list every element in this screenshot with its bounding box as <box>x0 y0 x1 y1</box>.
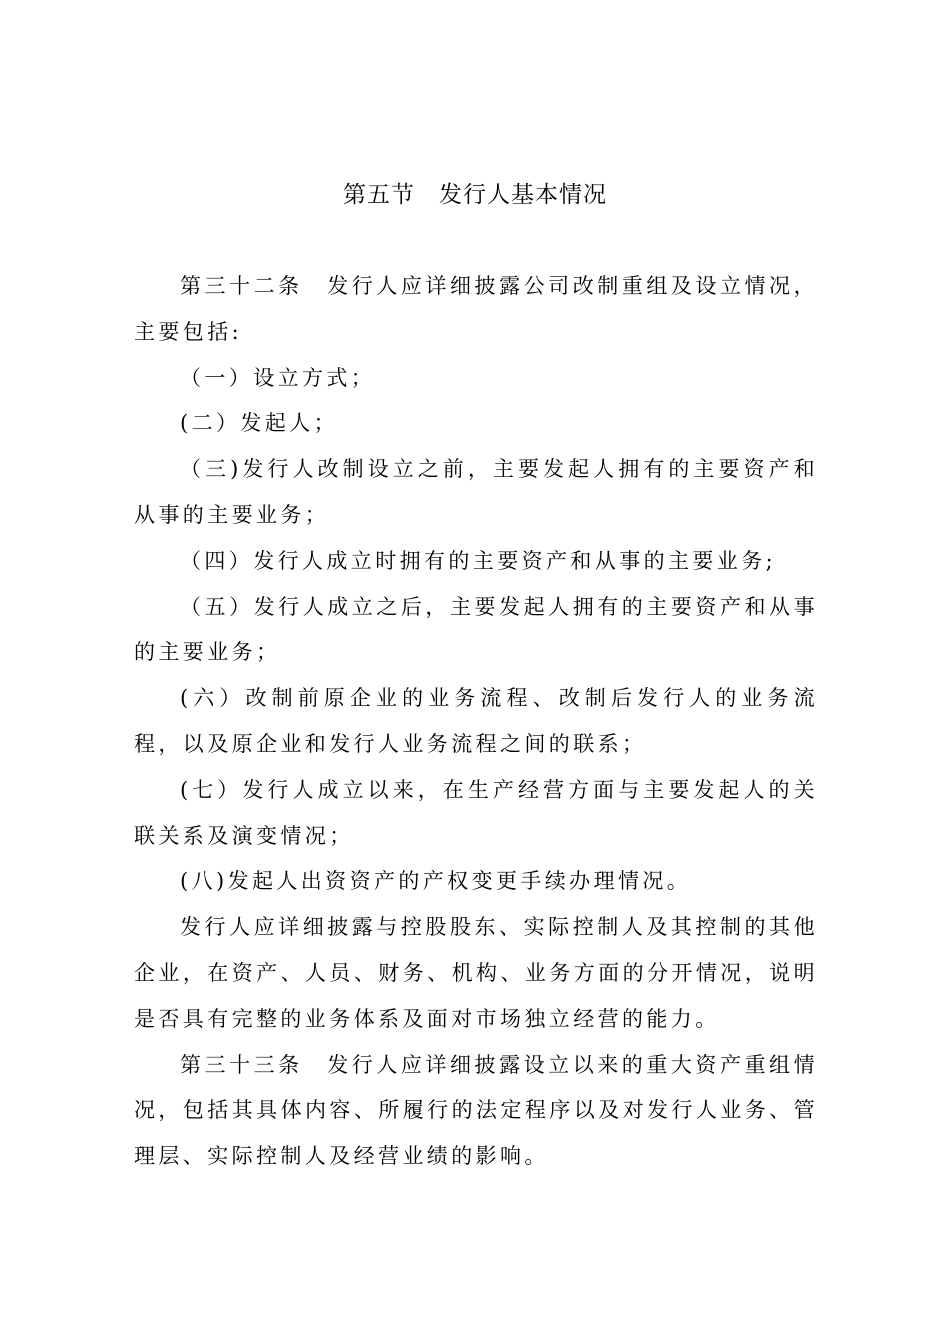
paragraph-article-32: 第三十二条 发行人应详细披露公司改制重组及设立情况，主要包括: <box>134 274 818 344</box>
paragraph-item-2: (二）发起人； <box>180 411 338 436</box>
paragraph-item-4: （四）发行人成立时拥有的主要资产和从事的主要业务; <box>180 548 777 573</box>
paragraph-article-33: 第三十三条 发行人应详细披露设立以来的重大资产重组情况，包括其具体内容、所履行的法定程序以及对发行人业务、管理层、实际控制人及经营业绩的影响。 <box>134 1052 818 1169</box>
paragraph-item-3: （三)发行人改制设立之前，主要发起人拥有的主要资产和从事的主要业务； <box>134 457 818 527</box>
document-body <box>134 264 818 1180</box>
paragraph-item-8: (八)发起人出资资产的产权变更手续办理情况。 <box>180 869 692 894</box>
paragraph-item-7: (七）发行人成立以来，在生产经营方面与主要发起人的关联关系及演变情况； <box>134 777 818 848</box>
paragraph-item-6: (六）改制前原企业的业务流程、改制后发行人的业务流程，以及原企业和发行人业务流程之间的联系； <box>134 686 818 756</box>
paragraph-item-1: （一）设立方式； <box>180 365 376 390</box>
paragraph-independence: 发行人应详细披露与控股股东、实际控制人及其控制的其他企业，在资产、人员、财务、机构、业务方面的分开情况，说明是否具有完整的业务体系及面对市场独立经营的能力。 <box>134 915 818 1031</box>
paragraph-item-5: （五）发行人成立之后，主要发起人拥有的主要资产和从事的主要业务； <box>134 594 818 665</box>
section-title: 第五节 发行人基本情况 <box>343 182 607 208</box>
